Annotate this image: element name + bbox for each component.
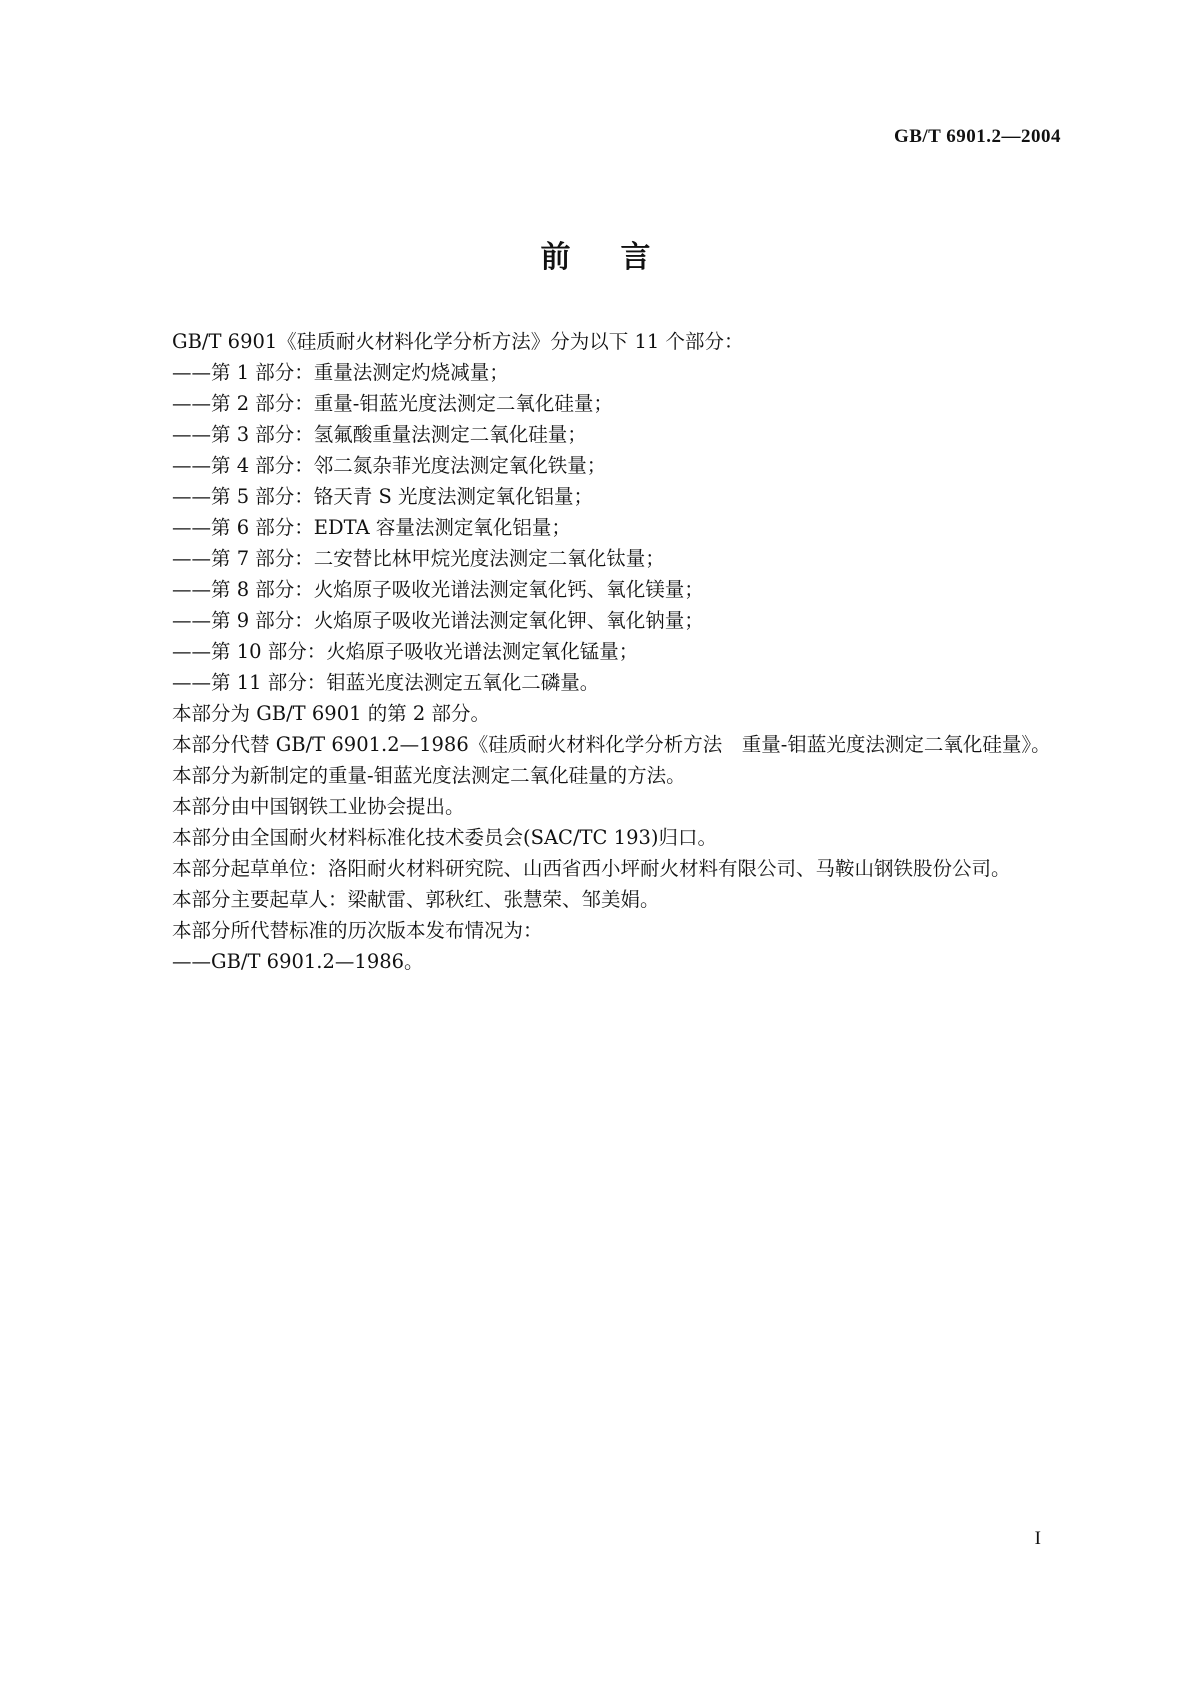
list-item: ——第 2 部分：重量-钼蓝光度法测定二氧化硅量；	[172, 392, 613, 415]
page-title: 前言	[540, 240, 701, 275]
part-of-paragraph: 本部分为 GB/T 6901 的第 2 部分。	[172, 702, 491, 725]
page-number: I	[1034, 1528, 1041, 1549]
list-item: ——第 7 部分：二安替比林甲烷光度法测定二氧化钛量；	[172, 547, 665, 570]
new-method-paragraph: 本部分为新制定的重量-钼蓝光度法测定二氧化硅量的方法。	[172, 764, 686, 787]
intro-paragraph: GB/T 6901《硅质耐火材料化学分析方法》分为以下 11 个部分：	[172, 330, 744, 353]
list-item: ——第 1 部分：重量法测定灼烧减量；	[172, 361, 509, 384]
list-item: ——第 5 部分：铬天青 S 光度法测定氧化铝量；	[172, 485, 594, 508]
list-item: ——第 10 部分：火焰原子吸收光谱法测定氧化锰量；	[172, 640, 639, 663]
drafters-paragraph: 本部分主要起草人：梁献雷、郭秋红、张慧荣、邹美娟。	[172, 888, 660, 911]
list-item: ——第 8 部分：火焰原子吸收光谱法测定氧化钙、氧化镁量；	[172, 578, 704, 601]
drafting-units-paragraph: 本部分起草单位：洛阳耐火材料研究院、山西省西小坪耐火材料有限公司、马鞍山钢铁股份公司。	[172, 857, 1011, 880]
proposed-by-paragraph: 本部分由中国钢铁工业协会提出。	[172, 795, 465, 818]
list-item: ——第 4 部分：邻二氮杂菲光度法测定氧化铁量；	[172, 454, 607, 477]
list-item: ——第 9 部分：火焰原子吸收光谱法测定氧化钾、氧化钠量；	[172, 609, 704, 632]
replaces-paragraph: 本部分代替 GB/T 6901.2—1986《硅质耐火材料化学分析方法 重量-钼蓝光度法测定二氧化硅量》。	[172, 733, 1051, 756]
foreword-body	[133, 326, 1058, 977]
list-item: ——第 6 部分：EDTA 容量法测定氧化铝量；	[172, 516, 571, 539]
list-item: ——第 11 部分：钼蓝光度法测定五氧化二磷量。	[172, 671, 600, 694]
list-item: ——第 3 部分：氢氟酸重量法测定二氧化硅量；	[172, 423, 587, 446]
history-list-item: ——GB/T 6901.2—1986。	[172, 950, 424, 973]
history-intro-paragraph: 本部分所代替标准的历次版本发布情况为：	[172, 919, 543, 942]
standard-code: GB/T 6901.2—2004	[893, 126, 1061, 147]
centralized-by-paragraph: 本部分由全国耐火材料标准化技术委员会(SAC/TC 193)归口。	[172, 826, 717, 849]
